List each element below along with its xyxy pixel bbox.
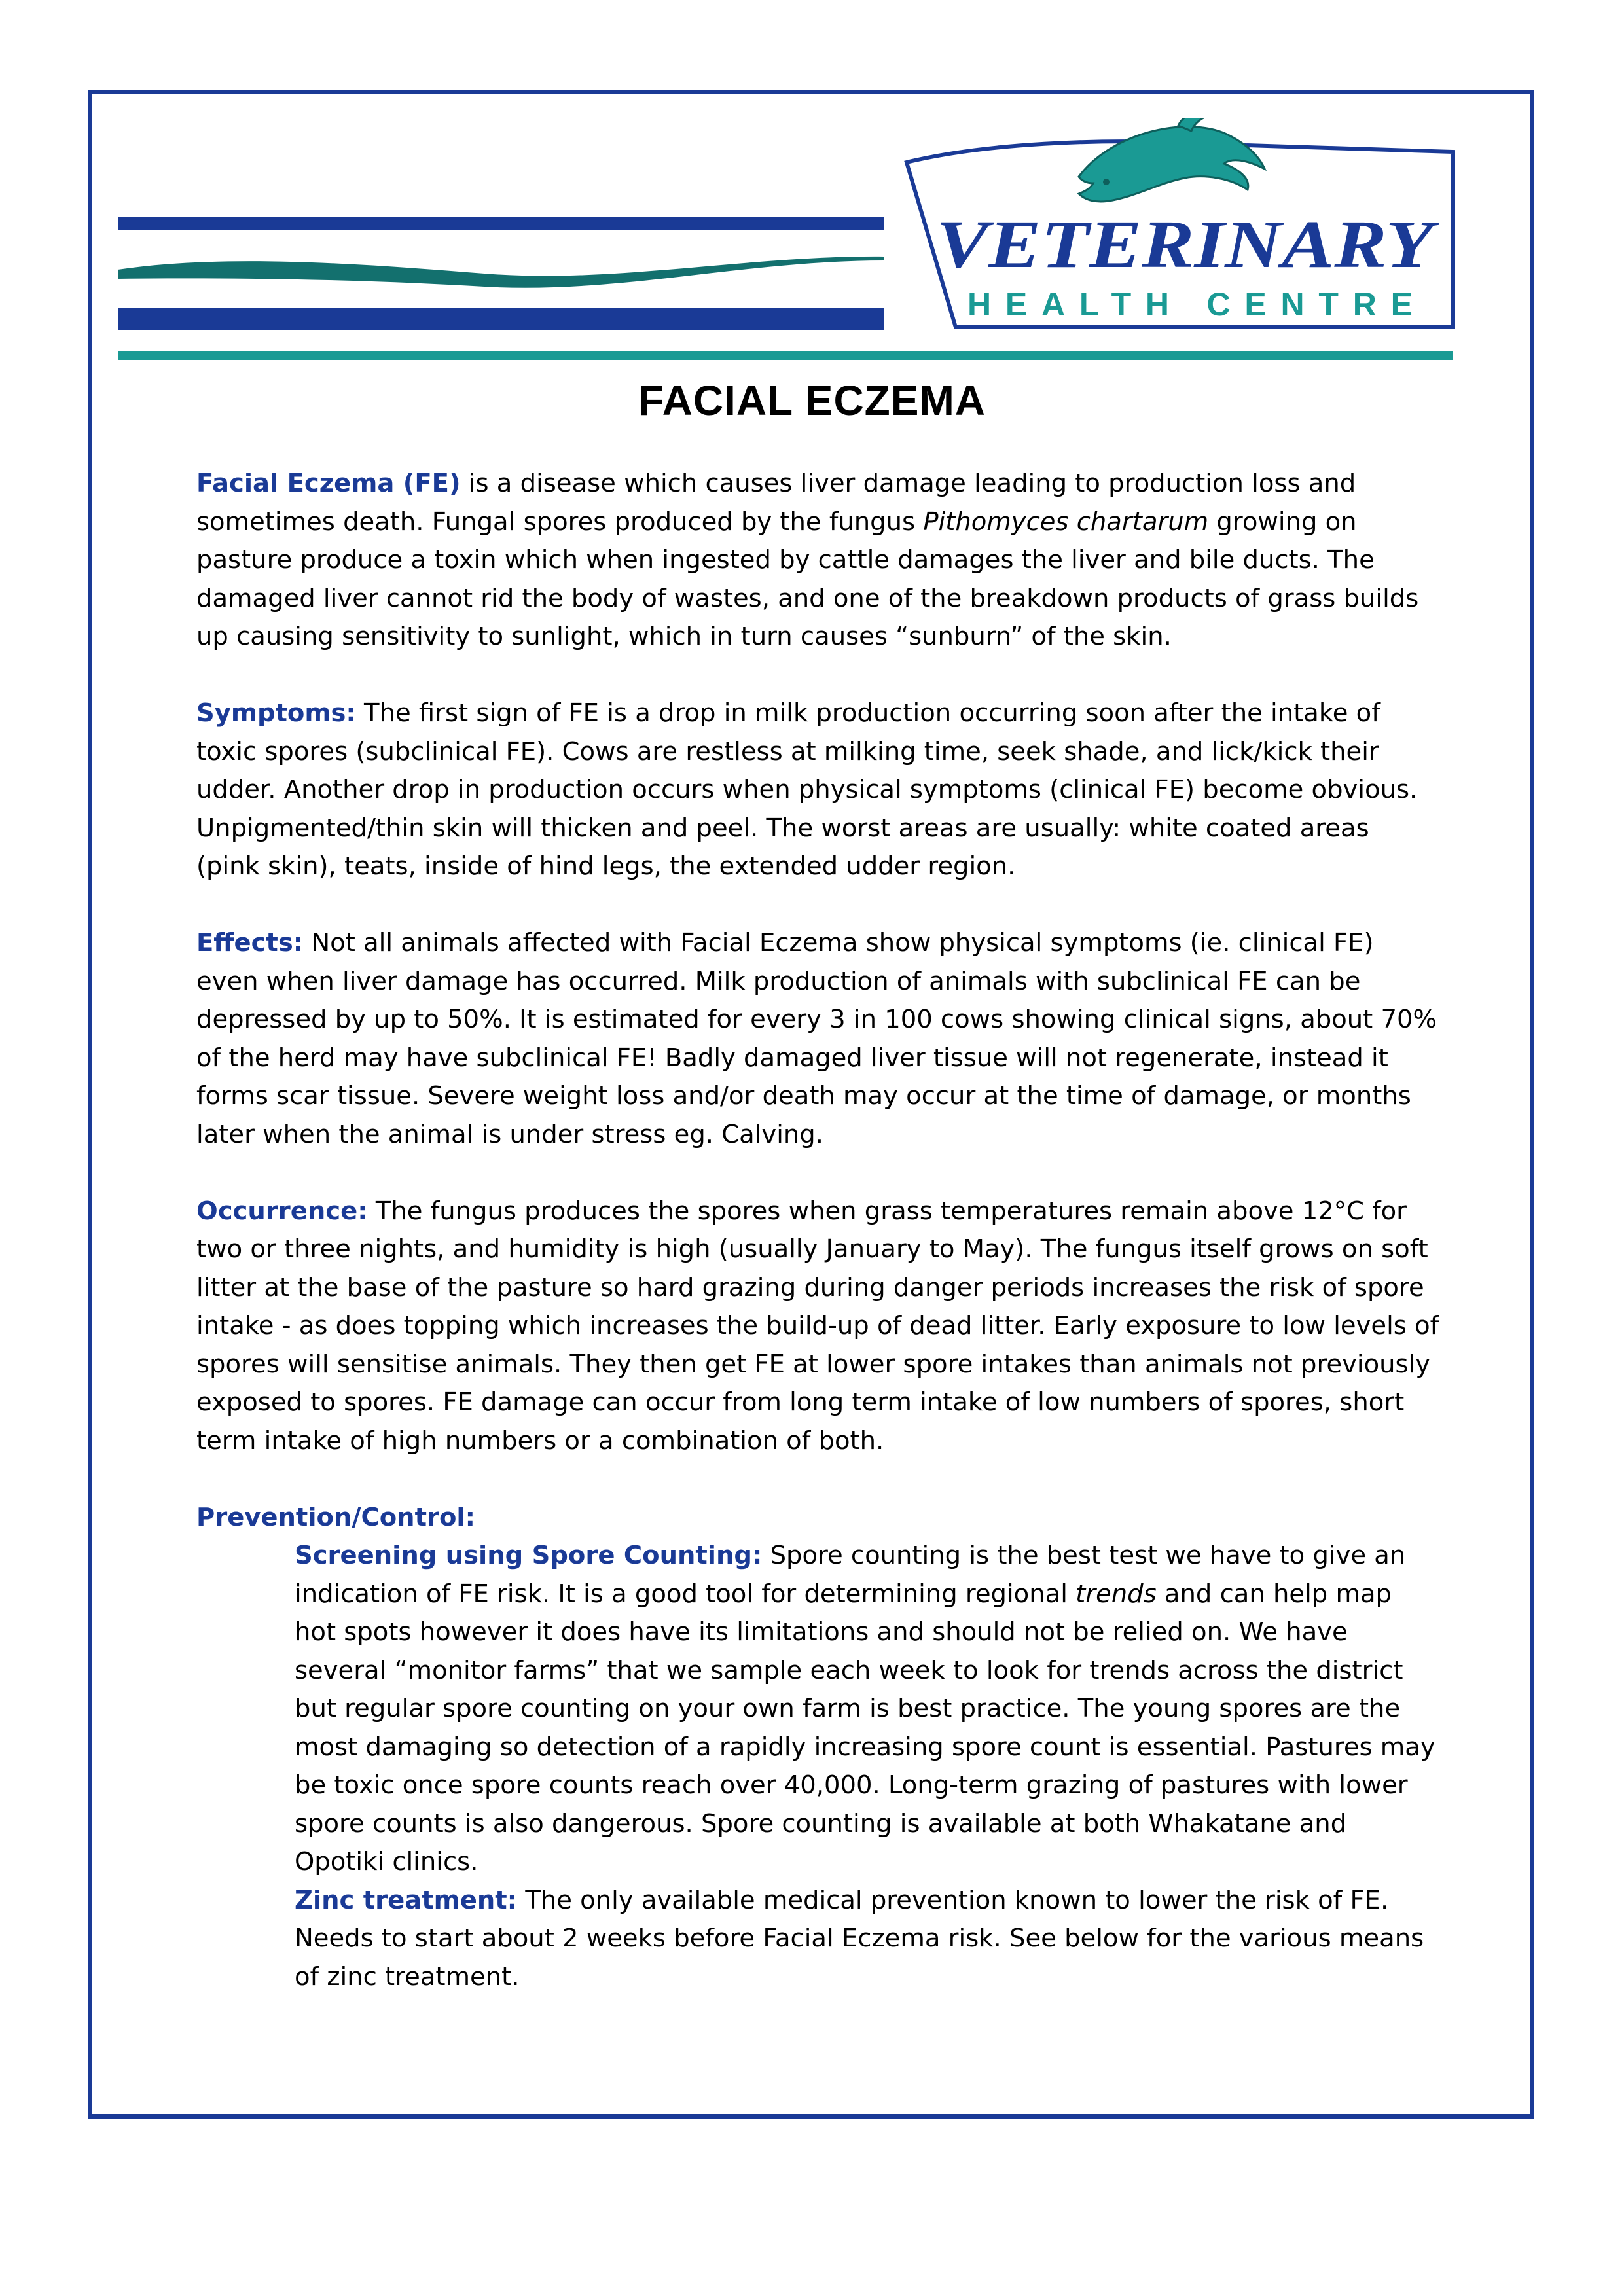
header-wave [118,257,884,288]
screening-lead: Screening using Spore Counting: [295,1541,763,1570]
effects-paragraph [196,924,1440,1154]
zinc-paragraph [295,1882,1440,1997]
symptoms-text: The first sign of FE is a drop in milk production occurring soon after the intake of toxic spores (subclinical FE). Cows are restless at milking time, seek shade, and lick/kick their udder. Another drop in production occurs when physical symptoms (clinical FE) become obvious. Unpigmented/thin skin will thicken and peel. The worst areas are usually: white coated areas (pink skin), teats, inside of hind legs, the extended udder region. [196,698,1418,881]
intro-paragraph [196,465,1440,656]
logo-line2: HEALTH CENTRE [967,286,1426,323]
occurrence-lead: Occurrence: [196,1196,368,1226]
zinc-lead: Zinc treatment: [295,1885,518,1915]
screening-text-1: Spore counting is the best test we have to give an indication of FE risk. It is a good tool for determining regional [295,1541,1406,1609]
occurrence-paragraph [196,1193,1440,1461]
header-stripe-top [118,217,884,230]
effects-text: Not all animals affected with Facial Eczema show physical symptoms (ie. clinical FE) even when liver damage has occurred. Milk production of animals with subclinical FE can be depressed by up to 50%. It is estimated for every 3 in 100 cows showing clinical signs, about 70% of the herd may have subclinical FE! Badly damaged liver tissue will not regenerate, instead it forms scar tissue. Severe weight loss and/or death may occur at the time of damage, or months later when the animal is under stress eg. Calving. [196,928,1437,1149]
screening-paragraph [295,1537,1440,1882]
effects-lead: Effects: [196,928,304,958]
header-rule [118,351,1453,360]
logo-line1: VETERINARY [936,207,1440,282]
intro-text-2: growing on pasture produce a toxin which when ingested by cattle damages the liver and bile ducts. The damaged liver cannot rid the body of wastes, and one of the breakdown products of grass builds up causing sensitivity to sunlight, which in turn causes “sunburn” of the skin. [196,507,1419,651]
screening-text-2: and can help map hot spots however it does have its limitations and should not be relied on. We have several “monitor farms” that we sample each week to look for trends across the district but regular spore counting on your own farm is best practice. The young spores are the most damaging so detection of a rapidly increasing spore count is essential. Pastures may be toxic once spore counts reach over 40,000. Long-term grazing of pastures with lower spore counts is also dangerous. Spore counting is available at both Whakatane and Opotiki clinics. [295,1579,1435,1876]
document-title: FACIAL ECZEMA [638,377,986,424]
header-stripe-bottom [118,308,884,330]
letterhead [118,118,1460,373]
occurrence-text: The fungus produces the spores when grass temperatures remain above 12°C for two or three nights, and humidity is high (usually January to May). The fungus itself grows on soft litter at the base of the pasture so hard grazing during danger periods increases the risk of spore intake - as does topping which increases the build-up of dead litter. Early exposure to low levels of spores will sensitise animals. They then get FE at lower spore intakes than animals not previously exposed to spores. FE damage can occur from long term intake of low numbers of spores, short term intake of high numbers or a combination of both. [196,1196,1439,1456]
logo [907,118,1453,327]
prevention-heading: Prevention/Control: [196,1502,476,1532]
intro-text-1: is a disease which causes liver damage leading to production loss and sometimes death. Fungal spores produced by the fungus [196,469,1356,537]
zinc-text: The only available medical prevention known to lower the risk of FE. Needs to start about 2 weeks before Facial Eczema risk. See below for the various means of zinc treatment. [295,1885,1424,1992]
screening-trends: trends [1075,1579,1157,1609]
symptoms-lead: Symptoms: [196,698,356,728]
document-body [196,465,1440,1996]
symptoms-paragraph [196,694,1440,886]
intro-species: Pithomyces chartarum [923,507,1209,537]
intro-lead: Facial Eczema (FE) [196,469,461,498]
